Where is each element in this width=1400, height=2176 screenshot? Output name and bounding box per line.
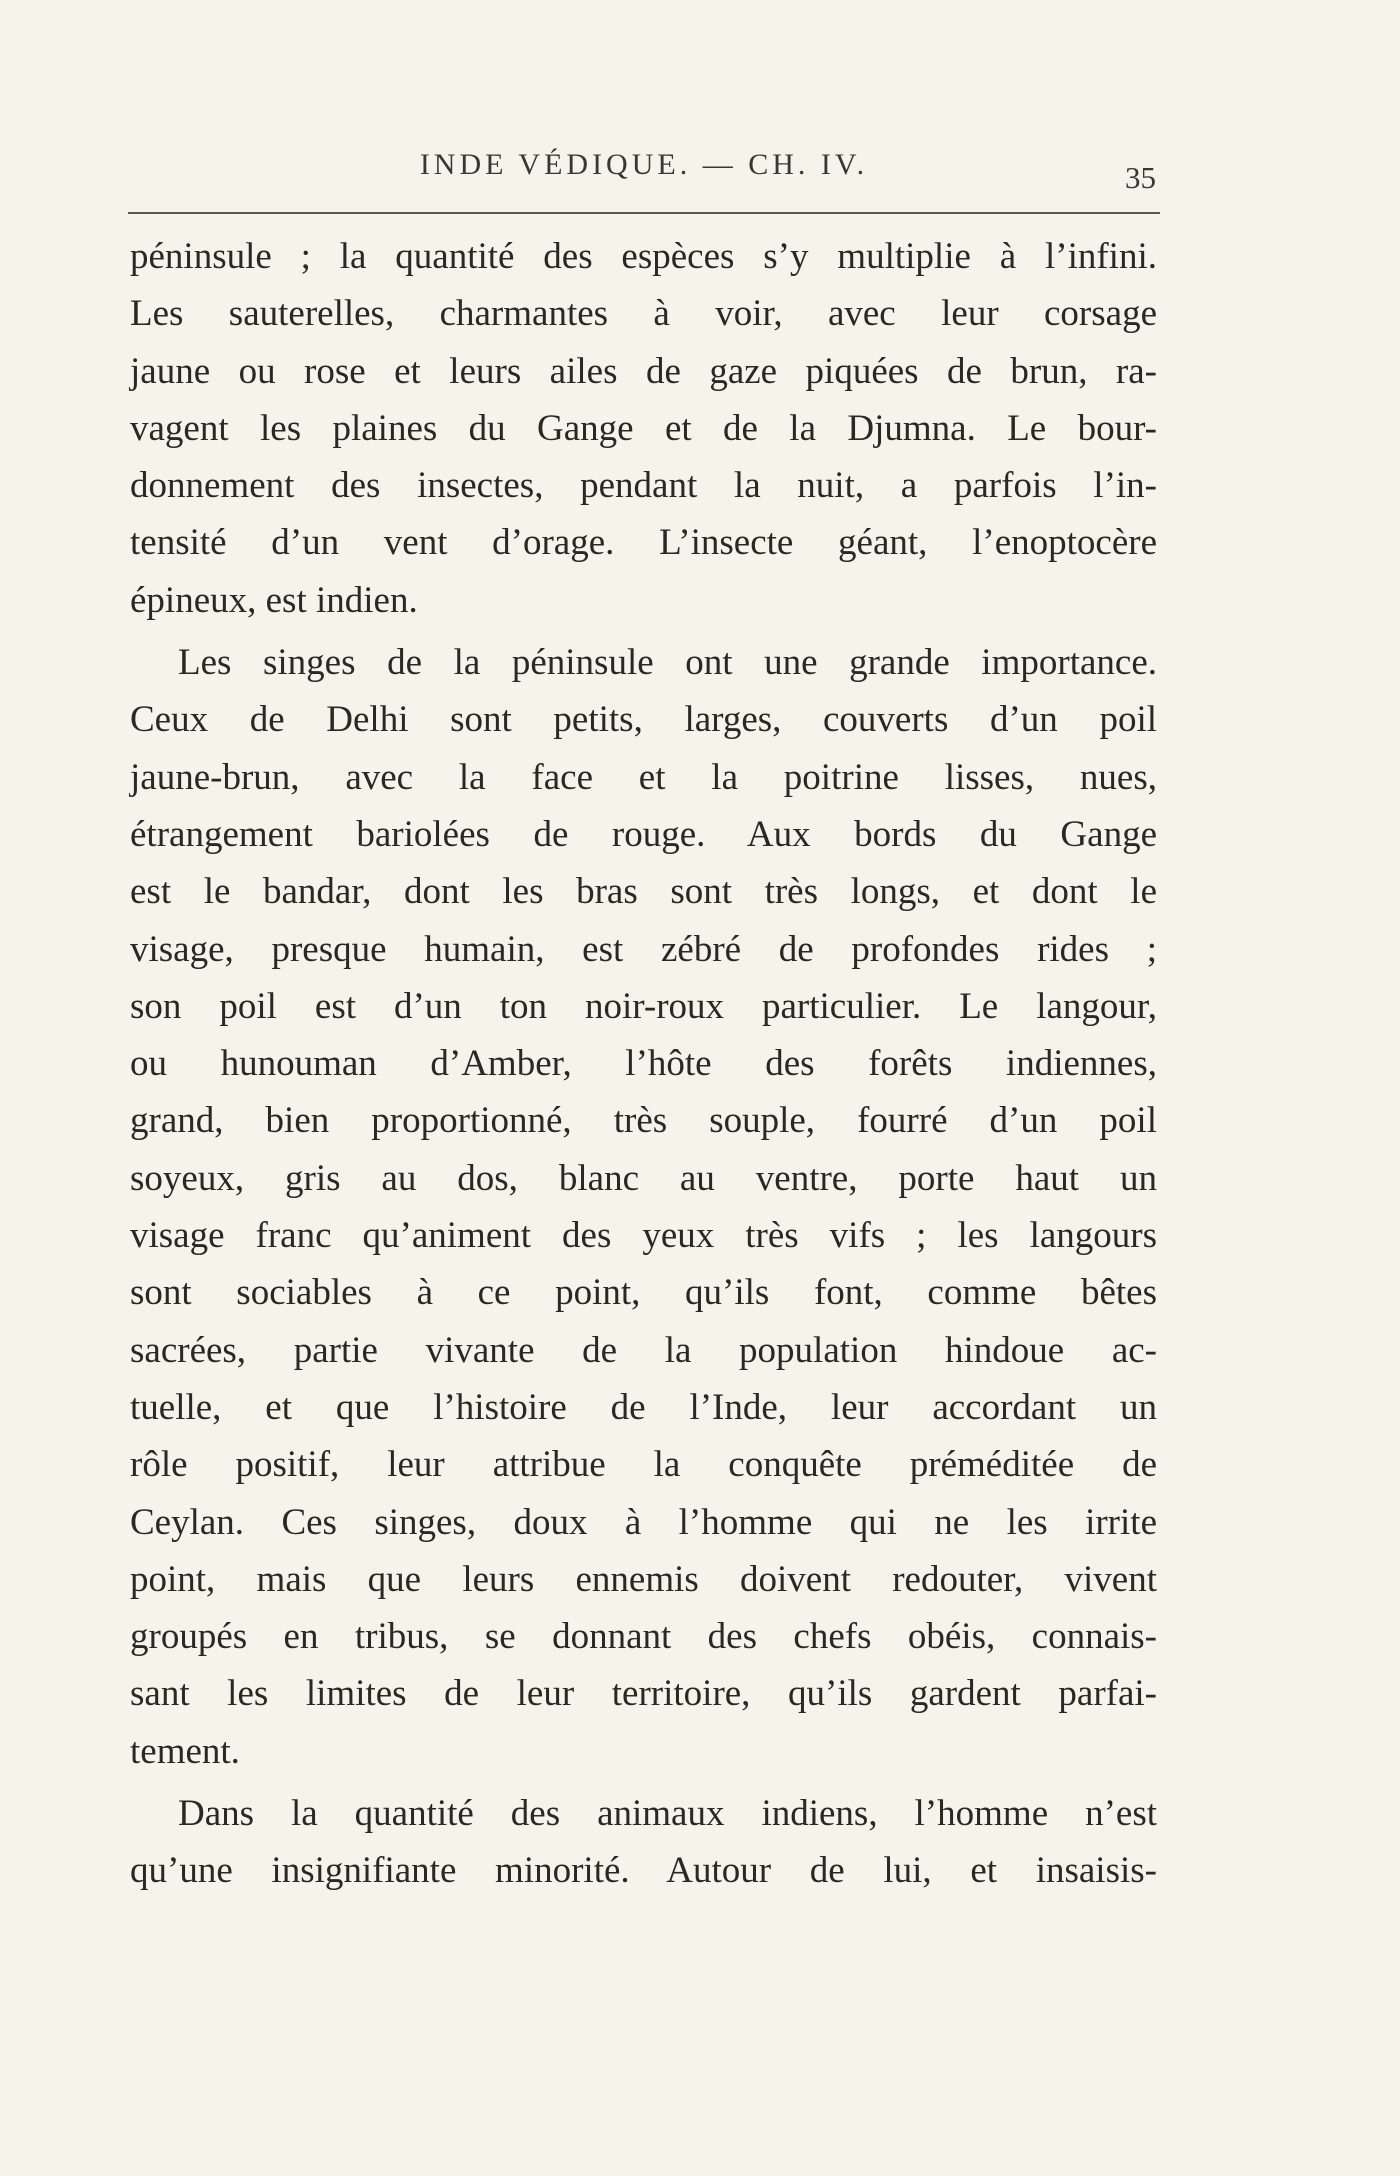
text-line: est le bandar, dont les bras sont très longs, et dont le bbox=[130, 871, 1157, 913]
text-line: sont sociables à ce point, qu’ils font, comme bêtes bbox=[130, 1272, 1157, 1314]
text-line: étrangement bariolées de rouge. Aux bords du Gange bbox=[130, 813, 1157, 855]
page-header bbox=[128, 140, 1160, 220]
text-line: Les singes de la péninsule ont une grande importance. bbox=[178, 642, 1157, 684]
text-line: vagent les plaines du Gange et de la Djumna. Le bour- bbox=[130, 407, 1157, 449]
text-line: donnement des insectes, pendant la nuit, a parfois l’in- bbox=[130, 465, 1157, 507]
text-line: Ceux de Delhi sont petits, larges, couverts d’un poil bbox=[130, 699, 1157, 741]
text-line: Dans la quantité des animaux indiens, l’homme n’est bbox=[178, 1793, 1157, 1835]
text-line: visage franc qu’animent des yeux très vifs ; les langours bbox=[130, 1215, 1157, 1257]
text-line: jaune-brun, avec la face et la poitrine lisses, nues, bbox=[130, 756, 1157, 798]
paragraph bbox=[130, 228, 1157, 629]
text-line: groupés en tribus, se donnant des chefs obéis, connais- bbox=[130, 1616, 1157, 1658]
text-line: son poil est d’un ton noir-roux particulier. Le langour, bbox=[130, 985, 1157, 1027]
paragraph bbox=[130, 634, 1157, 1780]
text-line: qu’une insignifiante minorité. Autour de lui, et insaisis- bbox=[130, 1850, 1157, 1892]
text-line: visage, presque humain, est zébré de profondes rides ; bbox=[130, 928, 1157, 970]
body-text bbox=[130, 228, 1157, 1900]
running-title: INDE VÉDIQUE. — CH. IV. bbox=[419, 148, 869, 181]
paragraph bbox=[130, 1785, 1157, 1900]
text-line: ou hunouman d’Amber, l’hôte des forêts indiennes, bbox=[130, 1043, 1157, 1085]
text-line: jaune ou rose et leurs ailes de gaze piquées de brun, ra- bbox=[130, 350, 1157, 392]
text-line: Les sauterelles, charmantes à voir, avec leur corsage bbox=[130, 293, 1157, 335]
text-line: soyeux, gris au dos, blanc au ventre, porte haut un bbox=[130, 1157, 1157, 1199]
header-rule bbox=[128, 212, 1160, 214]
text-line: tuelle, et que l’histoire de l’Inde, leur accordant un bbox=[130, 1386, 1157, 1428]
text-line: épineux, est indien. bbox=[130, 579, 418, 621]
text-line: tement. bbox=[130, 1730, 240, 1772]
text-line: rôle positif, leur attribue la conquête préméditée de bbox=[130, 1444, 1157, 1486]
page-number: 35 bbox=[1125, 160, 1156, 195]
text-line: tensité d’un vent d’orage. L’insecte géant, l’enoptocère bbox=[130, 522, 1157, 564]
text-line: point, mais que leurs ennemis doivent redouter, vivent bbox=[130, 1558, 1157, 1600]
text-line: Ceylan. Ces singes, doux à l’homme qui ne les irrite bbox=[130, 1501, 1157, 1543]
text-line: péninsule ; la quantité des espèces s’y multiplie à l’infini. bbox=[130, 236, 1157, 277]
text-line: sant les limites de leur territoire, qu’ils gardent parfai- bbox=[130, 1673, 1157, 1715]
text-line: sacrées, partie vivante de la population hindoue ac- bbox=[130, 1329, 1157, 1371]
text-line: grand, bien proportionné, très souple, fourré d’un poil bbox=[130, 1100, 1157, 1142]
